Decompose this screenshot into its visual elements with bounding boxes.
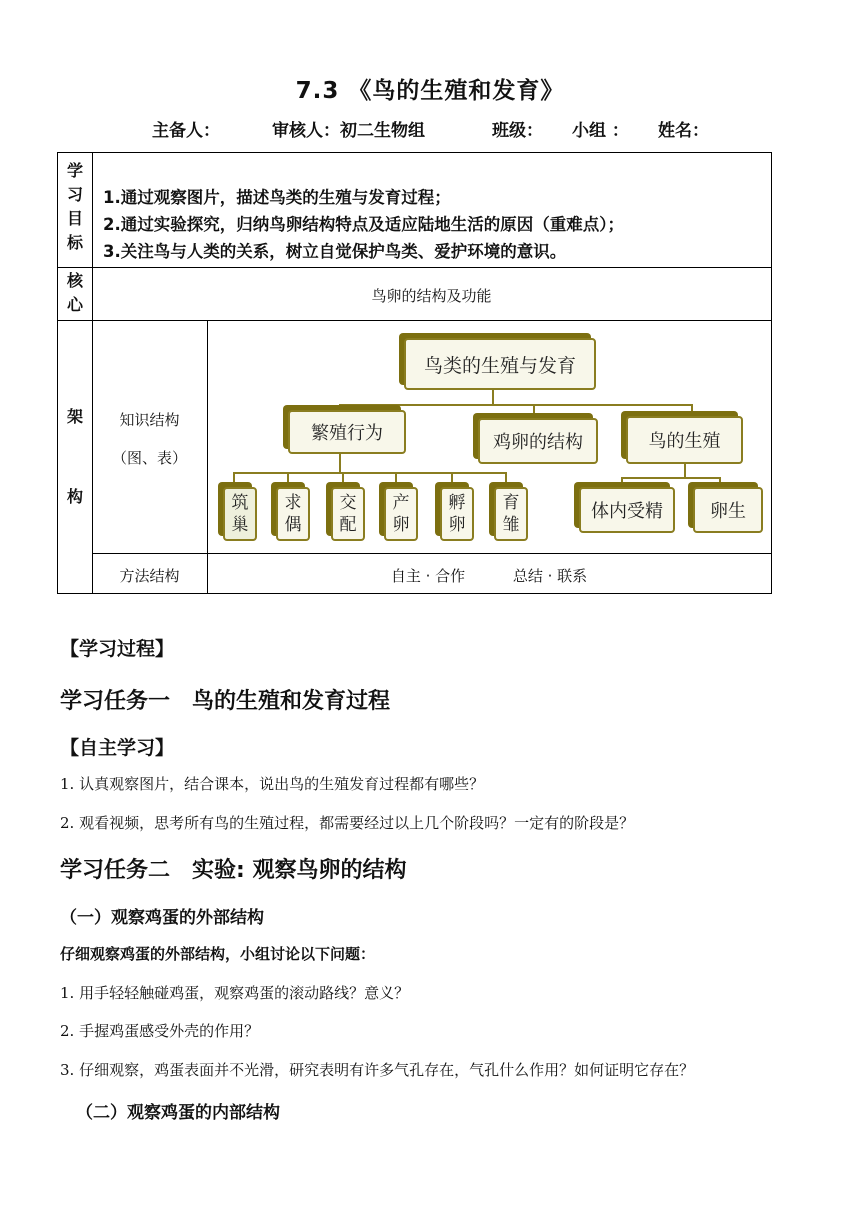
group-field: 小组 ： [572, 121, 629, 141]
behavior-courtship: 求 偶 [276, 487, 310, 541]
reviewer-field: 审核人：初二生物组 [272, 121, 425, 141]
frame-label-2: 构 [66, 487, 83, 506]
behavior-incubation: 孵 卵 [440, 487, 474, 541]
exercise-3: 3. 仔细观察，鸡蛋表面并不光滑，研究表明有许多气孔存在，气孔什么作用？如何证明它存在？ [60, 1061, 695, 1079]
goals-label: 学 习 目 标 [66, 161, 83, 252]
preparer-field: 主备人： [152, 121, 220, 141]
class-field: 班级： [492, 121, 543, 141]
diagram-behavior-node: 繁殖行为 [288, 410, 406, 454]
process-heading: 【学习过程】 [60, 638, 175, 660]
behavior-mating: 交 配 [331, 487, 365, 541]
self-study-heading: 【自主学习】 [60, 737, 175, 759]
exercise-1: 1. 用手轻轻触碰鸡蛋，观察鸡蛋的滚动路线？意义？ [60, 984, 410, 1002]
behavior-rearing: 育 雏 [494, 487, 528, 541]
task2-heading: 学习任务二 实验: 观察鸟卵的结构 [60, 858, 407, 883]
method-label: 方法结构 [119, 567, 180, 585]
diagram-root: 鸟类的生殖与发育 [404, 338, 596, 390]
exercise-2: 2. 手握鸡蛋感受外壳的作用？ [60, 1022, 260, 1040]
internal-fertilization: 体内受精 [579, 487, 675, 533]
frame-label-1: 架 [66, 407, 83, 426]
goal-1: 1.通过观察图片，描述鸟类的生殖与发育过程； [103, 188, 451, 207]
discussion-instruction: 仔细观察鸡蛋的外部结构，小组讨论以下问题： [60, 945, 376, 963]
external-structure-heading: （一）观察鸡蛋的外部结构 [60, 908, 264, 928]
core-content: 鸟卵的结构及功能 [371, 287, 492, 305]
task1-heading: 学习任务一 鸟的生殖和发育过程 [60, 689, 391, 714]
behavior-nest: 筑 巢 [223, 487, 257, 541]
method-value: 自主 · 合作 总结 · 联系 [390, 567, 588, 585]
goal-3: 3.关注鸟与人类的关系，树立自觉保护鸟类、爱护环境的意识。 [103, 242, 567, 261]
diagram-reproduction-node: 鸟的生殖 [626, 416, 743, 464]
question-2: 2. 观看视频，思考所有鸟的生殖过程，都需要经过以上几个阶段吗？一定有的阶段是？ [60, 814, 635, 832]
diagram-egg-structure-node: 鸡卵的结构 [478, 418, 598, 464]
oviparity: 卵生 [693, 487, 763, 533]
behavior-laying: 产 卵 [384, 487, 418, 541]
goal-2: 2.通过实验探究，归纳鸟卵结构特点及适应陆地生活的原因（重难点）； [103, 215, 624, 234]
question-1: 1. 认真观察图片，结合课本，说出鸟的生殖发育过程都有哪些？ [60, 775, 485, 793]
name-field: 姓名： [658, 121, 709, 141]
knowledge-label: 知识结构 [119, 411, 180, 429]
core-label: 核 心 [66, 271, 83, 314]
internal-structure-heading: （二）观察鸡蛋的内部结构 [76, 1103, 280, 1123]
knowledge-sub: （图、表） [111, 449, 187, 467]
page-title: 7.3 《鸟的生殖和发育》 [295, 78, 565, 104]
